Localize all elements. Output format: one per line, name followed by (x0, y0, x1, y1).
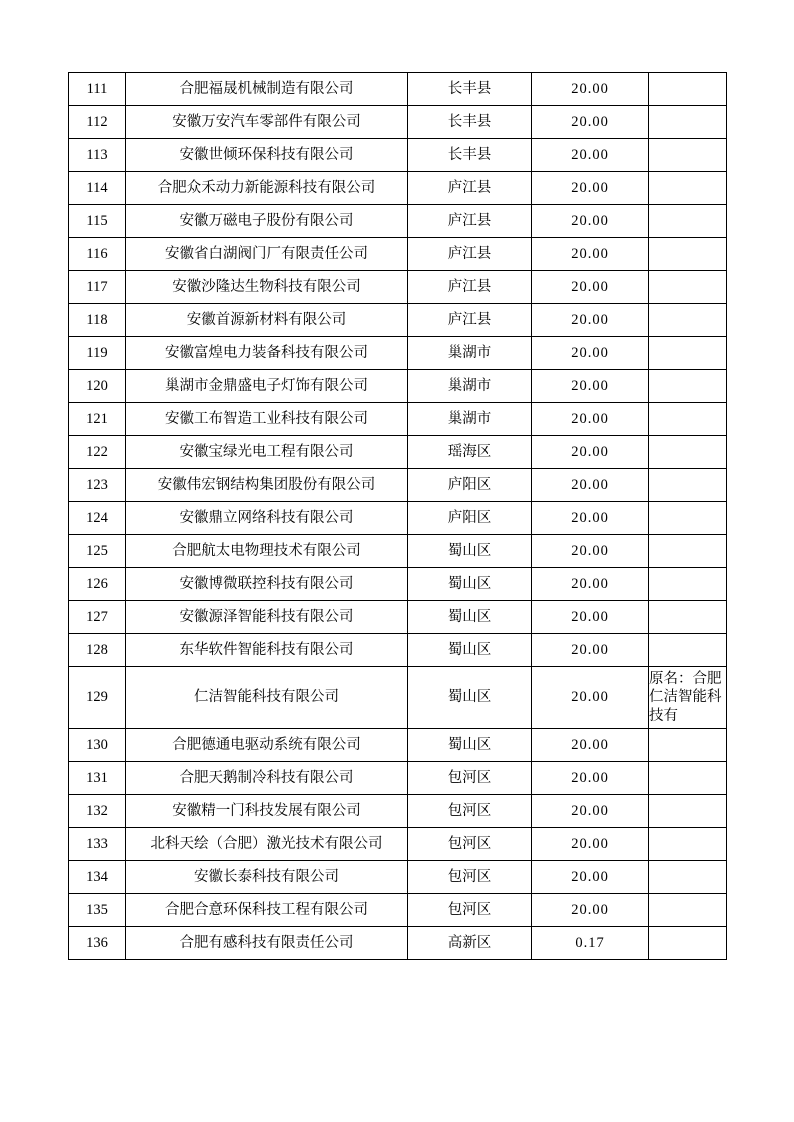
area-cell: 长丰县 (408, 139, 532, 172)
table-row (69, 568, 727, 601)
table-row (69, 469, 727, 502)
row-index-cell: 119 (69, 337, 126, 370)
note-cell: 原名：合肥仁洁智能科技有 (649, 667, 727, 729)
enterprise-name-cell: 合肥有感科技有限责任公司 (126, 927, 408, 960)
enterprise-name-cell: 安徽博微联控科技有限公司 (126, 568, 408, 601)
enterprise-name-cell: 合肥合意环保科技工程有限公司 (126, 894, 408, 927)
note-cell (649, 762, 727, 795)
amount-cell: 20.00 (532, 337, 649, 370)
enterprise-name-cell: 安徽伟宏钢结构集团股份有限公司 (126, 469, 408, 502)
note-cell (649, 106, 727, 139)
row-index-cell: 114 (69, 172, 126, 205)
area-cell: 庐江县 (408, 172, 532, 205)
enterprise-name-cell: 合肥天鹅制冷科技有限公司 (126, 762, 408, 795)
enterprise-name-cell: 东华软件智能科技有限公司 (126, 634, 408, 667)
enterprise-name-cell: 合肥航太电物理技术有限公司 (126, 535, 408, 568)
area-cell: 蜀山区 (408, 568, 532, 601)
amount-cell: 20.00 (532, 634, 649, 667)
table-row (69, 927, 727, 960)
row-index-cell: 113 (69, 139, 126, 172)
note-cell (649, 337, 727, 370)
amount-cell: 20.00 (532, 729, 649, 762)
row-index-cell: 111 (69, 73, 126, 106)
area-cell: 巢湖市 (408, 403, 532, 436)
amount-cell: 20.00 (532, 535, 649, 568)
enterprise-name-cell: 合肥福晟机械制造有限公司 (126, 73, 408, 106)
enterprise-name-cell: 合肥众禾动力新能源科技有限公司 (126, 172, 408, 205)
row-index-cell: 122 (69, 436, 126, 469)
amount-cell: 20.00 (532, 894, 649, 927)
table-row (69, 205, 727, 238)
amount-cell: 20.00 (532, 762, 649, 795)
amount-cell: 20.00 (532, 238, 649, 271)
amount-cell: 20.00 (532, 601, 649, 634)
note-cell (649, 205, 727, 238)
area-cell: 高新区 (408, 927, 532, 960)
table-row (69, 729, 727, 762)
amount-cell: 0.17 (532, 927, 649, 960)
area-cell: 庐阳区 (408, 502, 532, 535)
amount-cell: 20.00 (532, 271, 649, 304)
amount-cell: 20.00 (532, 172, 649, 205)
table-row (69, 795, 727, 828)
row-index-cell: 124 (69, 502, 126, 535)
area-cell: 庐江县 (408, 304, 532, 337)
table-row (69, 403, 727, 436)
row-index-cell: 133 (69, 828, 126, 861)
note-cell (649, 861, 727, 894)
table-row (69, 238, 727, 271)
table-row (69, 634, 727, 667)
row-index-cell: 132 (69, 795, 126, 828)
enterprise-name-cell: 安徽工布智造工业科技有限公司 (126, 403, 408, 436)
amount-cell: 20.00 (532, 370, 649, 403)
enterprise-name-cell: 安徽鼎立网络科技有限公司 (126, 502, 408, 535)
area-cell: 长丰县 (408, 73, 532, 106)
area-cell: 包河区 (408, 795, 532, 828)
amount-cell: 20.00 (532, 828, 649, 861)
table-row (69, 601, 727, 634)
amount-cell: 20.00 (532, 403, 649, 436)
row-index-cell: 121 (69, 403, 126, 436)
area-cell: 蜀山区 (408, 601, 532, 634)
amount-cell: 20.00 (532, 436, 649, 469)
table-row (69, 370, 727, 403)
row-index-cell: 126 (69, 568, 126, 601)
table-row (69, 139, 727, 172)
enterprise-name-cell: 安徽万磁电子股份有限公司 (126, 205, 408, 238)
enterprise-name-cell: 安徽源泽智能科技有限公司 (126, 601, 408, 634)
area-cell: 长丰县 (408, 106, 532, 139)
table-row (69, 667, 727, 729)
enterprise-name-cell: 安徽长泰科技有限公司 (126, 861, 408, 894)
area-cell: 瑶海区 (408, 436, 532, 469)
row-index-cell: 112 (69, 106, 126, 139)
table-row (69, 762, 727, 795)
row-index-cell: 129 (69, 667, 126, 729)
row-index-cell: 123 (69, 469, 126, 502)
note-cell (649, 436, 727, 469)
area-cell: 蜀山区 (408, 667, 532, 729)
note-cell (649, 271, 727, 304)
amount-cell: 20.00 (532, 106, 649, 139)
area-cell: 包河区 (408, 894, 532, 927)
amount-cell: 20.00 (532, 205, 649, 238)
note-cell (649, 502, 727, 535)
note-cell (649, 927, 727, 960)
table-row (69, 502, 727, 535)
note-cell (649, 795, 727, 828)
area-cell: 包河区 (408, 861, 532, 894)
note-cell (649, 894, 727, 927)
note-cell (649, 370, 727, 403)
note-cell (649, 729, 727, 762)
enterprise-name-cell: 安徽首源新材料有限公司 (126, 304, 408, 337)
enterprise-subsidy-table-container (68, 72, 726, 960)
area-cell: 庐江县 (408, 271, 532, 304)
row-index-cell: 128 (69, 634, 126, 667)
table-row (69, 271, 727, 304)
row-index-cell: 134 (69, 861, 126, 894)
area-cell: 巢湖市 (408, 370, 532, 403)
table-row (69, 436, 727, 469)
note-cell (649, 73, 727, 106)
enterprise-name-cell: 安徽宝绿光电工程有限公司 (126, 436, 408, 469)
table-body (69, 73, 727, 960)
amount-cell: 20.00 (532, 139, 649, 172)
area-cell: 庐江县 (408, 238, 532, 271)
area-cell: 包河区 (408, 828, 532, 861)
enterprise-name-cell: 安徽富煌电力装备科技有限公司 (126, 337, 408, 370)
enterprise-name-cell: 安徽省白湖阀门厂有限责任公司 (126, 238, 408, 271)
table-row (69, 337, 727, 370)
note-cell (649, 469, 727, 502)
enterprise-name-cell: 安徽世倾环保科技有限公司 (126, 139, 408, 172)
note-cell (649, 139, 727, 172)
row-index-cell: 116 (69, 238, 126, 271)
enterprise-name-cell: 安徽万安汽车零部件有限公司 (126, 106, 408, 139)
area-cell: 蜀山区 (408, 634, 532, 667)
note-cell (649, 828, 727, 861)
table-row (69, 73, 727, 106)
amount-cell: 20.00 (532, 795, 649, 828)
area-cell: 庐阳区 (408, 469, 532, 502)
enterprise-name-cell: 安徽沙隆达生物科技有限公司 (126, 271, 408, 304)
amount-cell: 20.00 (532, 73, 649, 106)
enterprise-name-cell: 北科天绘（合肥）激光技术有限公司 (126, 828, 408, 861)
table-row (69, 304, 727, 337)
enterprise-name-cell: 安徽精一门科技发展有限公司 (126, 795, 408, 828)
note-cell (649, 601, 727, 634)
row-index-cell: 115 (69, 205, 126, 238)
row-index-cell: 130 (69, 729, 126, 762)
area-cell: 蜀山区 (408, 535, 532, 568)
amount-cell: 20.00 (532, 469, 649, 502)
table-row (69, 828, 727, 861)
note-cell (649, 172, 727, 205)
row-index-cell: 117 (69, 271, 126, 304)
enterprise-name-cell: 仁洁智能科技有限公司 (126, 667, 408, 729)
row-index-cell: 120 (69, 370, 126, 403)
table-row (69, 172, 727, 205)
area-cell: 庐江县 (408, 205, 532, 238)
amount-cell: 20.00 (532, 304, 649, 337)
table-row (69, 535, 727, 568)
amount-cell: 20.00 (532, 568, 649, 601)
enterprise-subsidy-table (68, 72, 727, 960)
row-index-cell: 125 (69, 535, 126, 568)
row-index-cell: 131 (69, 762, 126, 795)
row-index-cell: 136 (69, 927, 126, 960)
note-cell (649, 634, 727, 667)
row-index-cell: 135 (69, 894, 126, 927)
enterprise-name-cell: 合肥德通电驱动系统有限公司 (126, 729, 408, 762)
row-index-cell: 118 (69, 304, 126, 337)
area-cell: 蜀山区 (408, 729, 532, 762)
note-cell (649, 568, 727, 601)
note-cell (649, 535, 727, 568)
note-cell (649, 304, 727, 337)
note-cell (649, 403, 727, 436)
area-cell: 巢湖市 (408, 337, 532, 370)
table-row (69, 894, 727, 927)
note-cell (649, 238, 727, 271)
enterprise-name-cell: 巢湖市金鼎盛电子灯饰有限公司 (126, 370, 408, 403)
amount-cell: 20.00 (532, 502, 649, 535)
amount-cell: 20.00 (532, 667, 649, 729)
amount-cell: 20.00 (532, 861, 649, 894)
area-cell: 包河区 (408, 762, 532, 795)
table-row (69, 861, 727, 894)
row-index-cell: 127 (69, 601, 126, 634)
table-row (69, 106, 727, 139)
